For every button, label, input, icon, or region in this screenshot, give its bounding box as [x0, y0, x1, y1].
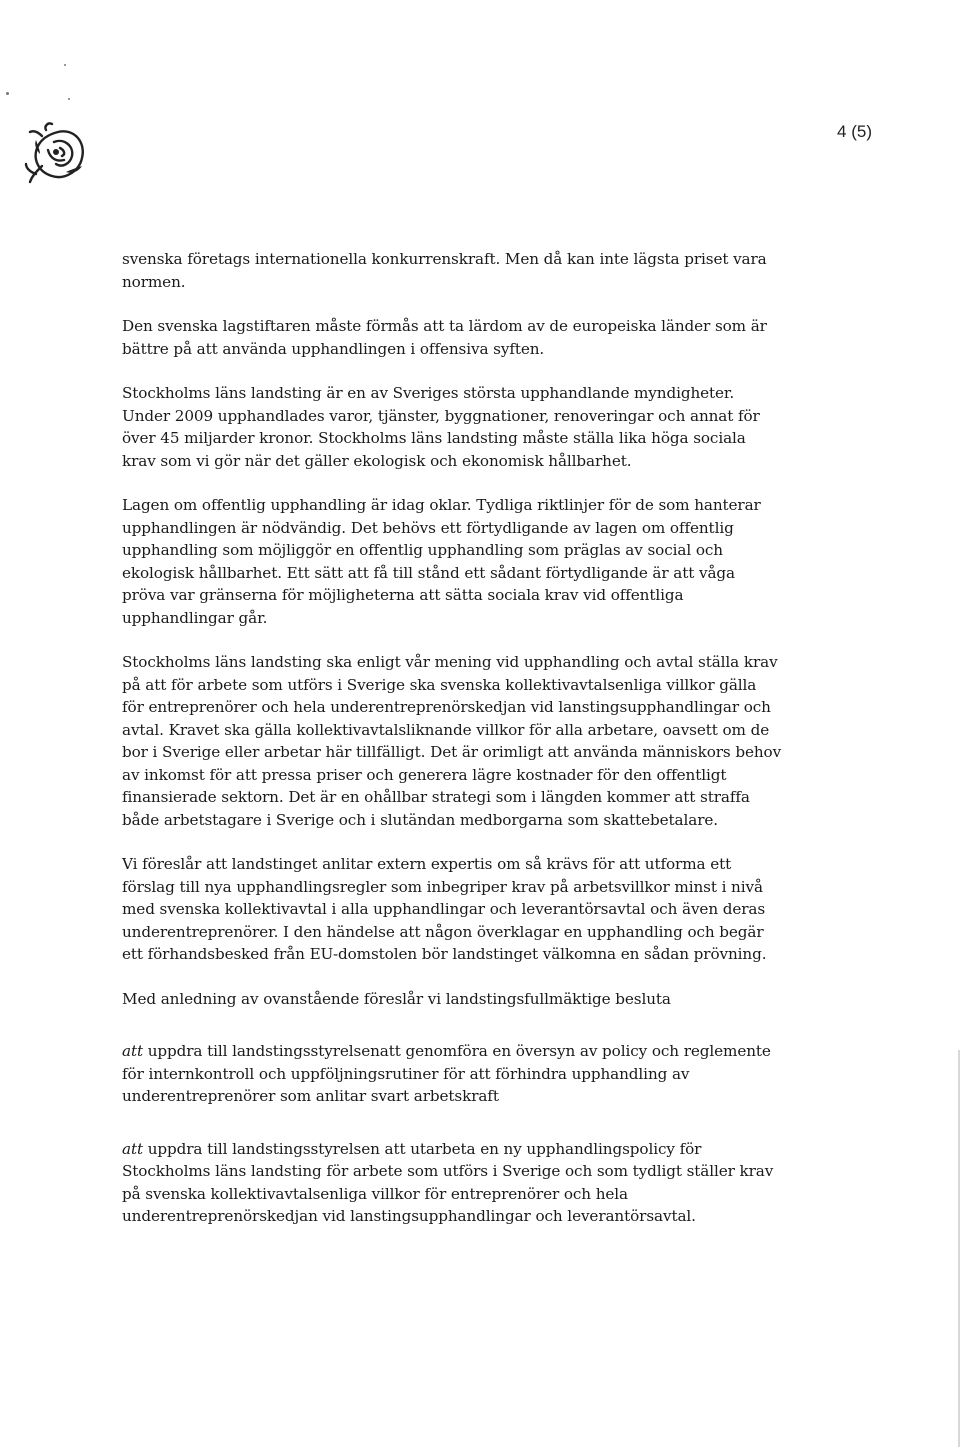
paragraph: Stockholms läns landsting ska enligt vår mening vid upphandling och avtal ställa krav på att för arbete som utförs i Sverige ska svenska kollektivavtalsenliga villkor gälla för entreprenörer och hela underentreprenörskedjan vid lanstingsupphandlingar och avtal. Kravet ska gälla kollektivavtalsliknande villkor för alla arbetare, oavsett om de bor i Sverige eller arbetar här tillfälligt. Det är orimligt att använda människors behov av inkomst för att pressa priser och generera lägre kostnader för den offentligt finansierade sektorn. Det är en ohållbar strategi som i längden kommer att straffa både arbetstagare i Sverige och i slutändan medborgarna som skattebetalare.	[122, 653, 782, 829]
resolution-prefix: att	[122, 1139, 143, 1158]
resolution-item	[122, 1040, 782, 1108]
scan-speck	[64, 64, 66, 66]
resolution-item	[122, 1138, 782, 1228]
paragraph: Den svenska lagstiftaren måste förmås att ta lärdom av de europeiska länder som är bättre på att använda upphandlingen i offensiva syften.	[122, 317, 767, 358]
motion-intro: Med anledning av ovanstående föreslår vi landstingsfullmäktige besluta	[122, 989, 671, 1008]
document-body	[122, 248, 782, 1250]
paragraph: Stockholms läns landsting är en av Sveriges största upphandlande myndigheter. Under 2009 upphandlades varor, tjänster, byggnationer, renoveringar och annat för över 45 miljarder kronor. Stockholms läns landsting måste ställa lika höga sociala krav som vi gör när det gäller ekologisk och ekonomisk hållbarhet.	[122, 384, 760, 470]
page-number: 4 (5)	[837, 122, 872, 141]
rose-logo-icon	[22, 118, 94, 190]
resolution-text: uppdra till landstingsstyrelsen att utarbeta en ny upphandlingspolicy för Stockholms läns landsting för arbete som utförs i Sverige och som tydligt ställer krav på svenska kollektivavtalsenliga villkor för entreprenörer och hela underentreprenörskedjan vid lanstingsupphandlingar och leverantörsavtal.	[122, 1139, 774, 1225]
scan-speck	[68, 98, 70, 100]
resolution-text: uppdra till landstingsstyrelsenatt genomföra en översyn av policy och reglemente för internkontroll och uppföljningsrutiner för att förhindra upphandling av underentreprenörer som anlitar svart arbetskraft	[122, 1042, 771, 1105]
paragraph: Lagen om offentlig upphandling är idag oklar. Tydliga riktlinjer för de som hanterar upphandlingen är nödvändig. Det behövs ett förtydligande av lagen om offentlig upphandling som möjliggör en offentlig upphandling som präglas av social och ekologisk hållbarhet. Ett sätt att få till stånd ett sådant förtydligande är att våga pröva var gränserna för möjligheterna att sätta sociala krav vid offentliga upphandlingar går.	[122, 496, 761, 627]
paragraph: svenska företags internationella konkurrenskraft. Men då kan inte lägsta priset vara normen.	[122, 250, 767, 291]
resolution-prefix: att	[122, 1042, 143, 1060]
scan-speck	[6, 92, 9, 95]
paragraph: Vi föreslår att landstinget anlitar extern expertis om så krävs för att utforma ett förslag till nya upphandlingsregler som inbegriper krav på arbetsvillkor minst i nivå med svenska kollektivavtal i alla upphandlingar och leverantörsavtal och även deras underentreprenörer. I den händelse att någon överklagar en upphandling och begär ett förhandsbesked från EU-domstolen bör landstinget välkomna en sådan prövning.	[122, 855, 767, 963]
